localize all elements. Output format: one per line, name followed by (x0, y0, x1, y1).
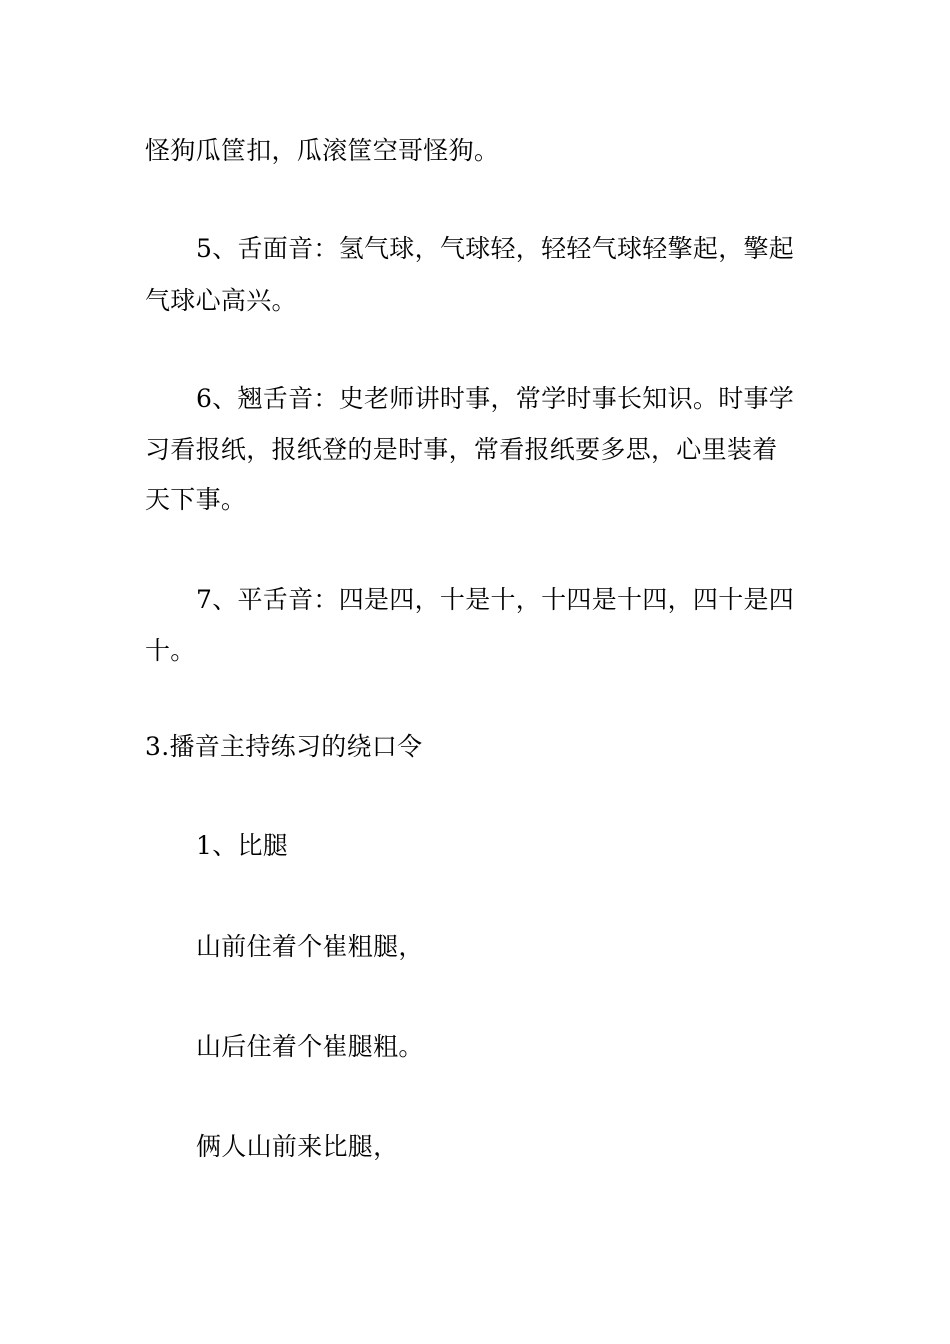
paragraph-6-line-3: 天下事。 (145, 485, 247, 514)
paragraph-6-line-2: 习看报纸，报纸登的是时事，常看报纸要多思，心里装着 (145, 435, 778, 464)
section-heading: 3.播音主持练习的绕口令 (145, 732, 423, 761)
subsection-heading: 1、比腿 (196, 831, 289, 860)
verse-line: 俩人山前来比腿， (196, 1132, 399, 1161)
paragraph-5-line-2: 气球心高兴。 (145, 286, 297, 315)
verse-line: 山后住着个崔腿粗。 (196, 1032, 424, 1061)
paragraph-7-line-1: 7、平舌音：四是四，十是十，十四是十四，四十是四 (196, 585, 795, 614)
verse-line: 山前住着个崔粗腿， (196, 932, 424, 961)
paragraph-5-line-1: 5、舌面音：氢气球，气球轻，轻轻气球轻擎起，擎起 (196, 234, 795, 263)
paragraph-7-line-2: 十。 (145, 636, 196, 665)
paragraph-6-line-1: 6、翘舌音：史老师讲时事，常学时事长知识。时事学 (196, 384, 795, 413)
text-line: 怪狗瓜筐扣，瓜滚筐空哥怪狗。 (145, 136, 500, 165)
